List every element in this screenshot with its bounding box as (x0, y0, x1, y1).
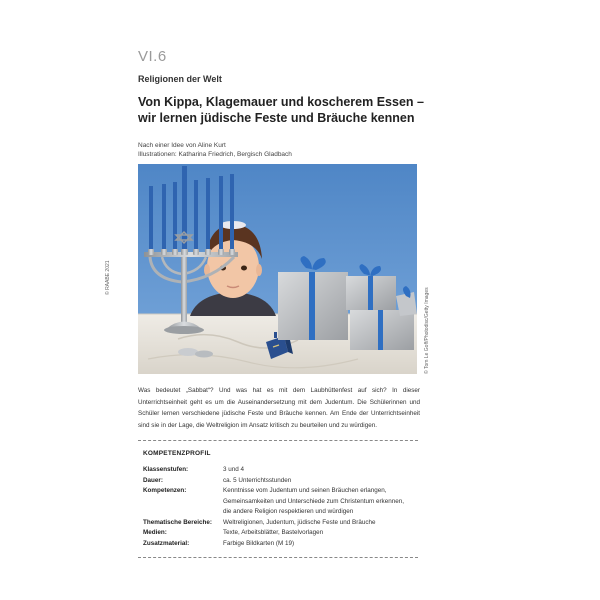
profile-value (223, 486, 418, 518)
competence-profile (143, 465, 418, 549)
title-line-2: wir lernen jüdische Feste und Bräuche kennen (138, 111, 415, 125)
profile-row-topics (143, 518, 418, 529)
profile-value-line: Kenntnisse vom Judentum und seinen Bräuchen erlangen, (223, 487, 387, 494)
profile-row-extra (143, 539, 418, 550)
category-label: Religionen der Welt (138, 74, 222, 84)
copyright-note: © RAABE 2021 (105, 260, 111, 295)
divider-bottom (138, 557, 418, 558)
profile-value-line: die andere Religion respektieren und würdigen (223, 508, 354, 515)
profile-label: Thematische Bereiche: (143, 518, 212, 526)
profile-label: Klassenstufen: (143, 466, 189, 473)
profile-row-grades (143, 465, 418, 476)
section-code: VI.6 (138, 48, 167, 65)
profile-row-competences (143, 486, 418, 518)
photo-credit: © Tom Le Goff/Photodisc/Getty Images (424, 287, 430, 374)
profile-value-line: ca. 5 Unterrichtsstunden (223, 476, 292, 484)
credit-illustrations: Illustrationen: Katharina Friedrich, Bergisch Gladbach (138, 151, 292, 158)
profile-value (223, 518, 418, 529)
intro-paragraph: Was bedeutet „Sabbat“? Und was hat es mit dem Laubhüttenfest auf sich? In dieser Unterrichtseinheit geht es um die Auseinandersetzung mit dem Judentum. Die Schülerinnen und Schüler lernen verschiedene jüdische Feste und Bräuche kennen. Am Ende der Unterrichtseinheit sind sie in der Lage, die Weltreligion im Ansatz kritisch zu beurteilen und zu würdigen. (138, 387, 420, 429)
profile-label: Dauer: (143, 476, 163, 484)
profile-value-line: Farbige Bildkarten (M 19) (223, 539, 295, 547)
cover-photo (138, 164, 417, 374)
profile-label: Medien: (143, 529, 167, 536)
profile-value (223, 476, 418, 487)
credit-idea: Nach einer Idee von Aline Kurt (138, 142, 226, 149)
page-title (138, 94, 438, 126)
credits (138, 141, 292, 159)
profile-value (223, 539, 418, 550)
profile-label: Kompetenzen: (143, 487, 187, 494)
profile-value (223, 528, 418, 539)
profile-row-duration (143, 476, 418, 487)
profile-value-line: 3 und 4 (223, 466, 245, 473)
divider-top (138, 440, 418, 441)
profile-row-media (143, 528, 418, 539)
profile-value-line: Texte, Arbeitsblätter, Bastelvorlagen (223, 529, 324, 536)
profile-heading: KOMPETENZPROFIL (143, 450, 211, 457)
profile-value (223, 465, 418, 476)
profile-value-line: Weltreligionen, Judentum, jüdische Feste und Bräuche (223, 518, 376, 526)
title-line-1: Von Kippa, Klagemauer und koscherem Essen – (138, 95, 424, 109)
profile-value-line: Gemeinsamkeiten und Unterschiede zum Christentum erkennen, (223, 497, 404, 505)
profile-label: Zusatzmaterial: (143, 539, 190, 547)
